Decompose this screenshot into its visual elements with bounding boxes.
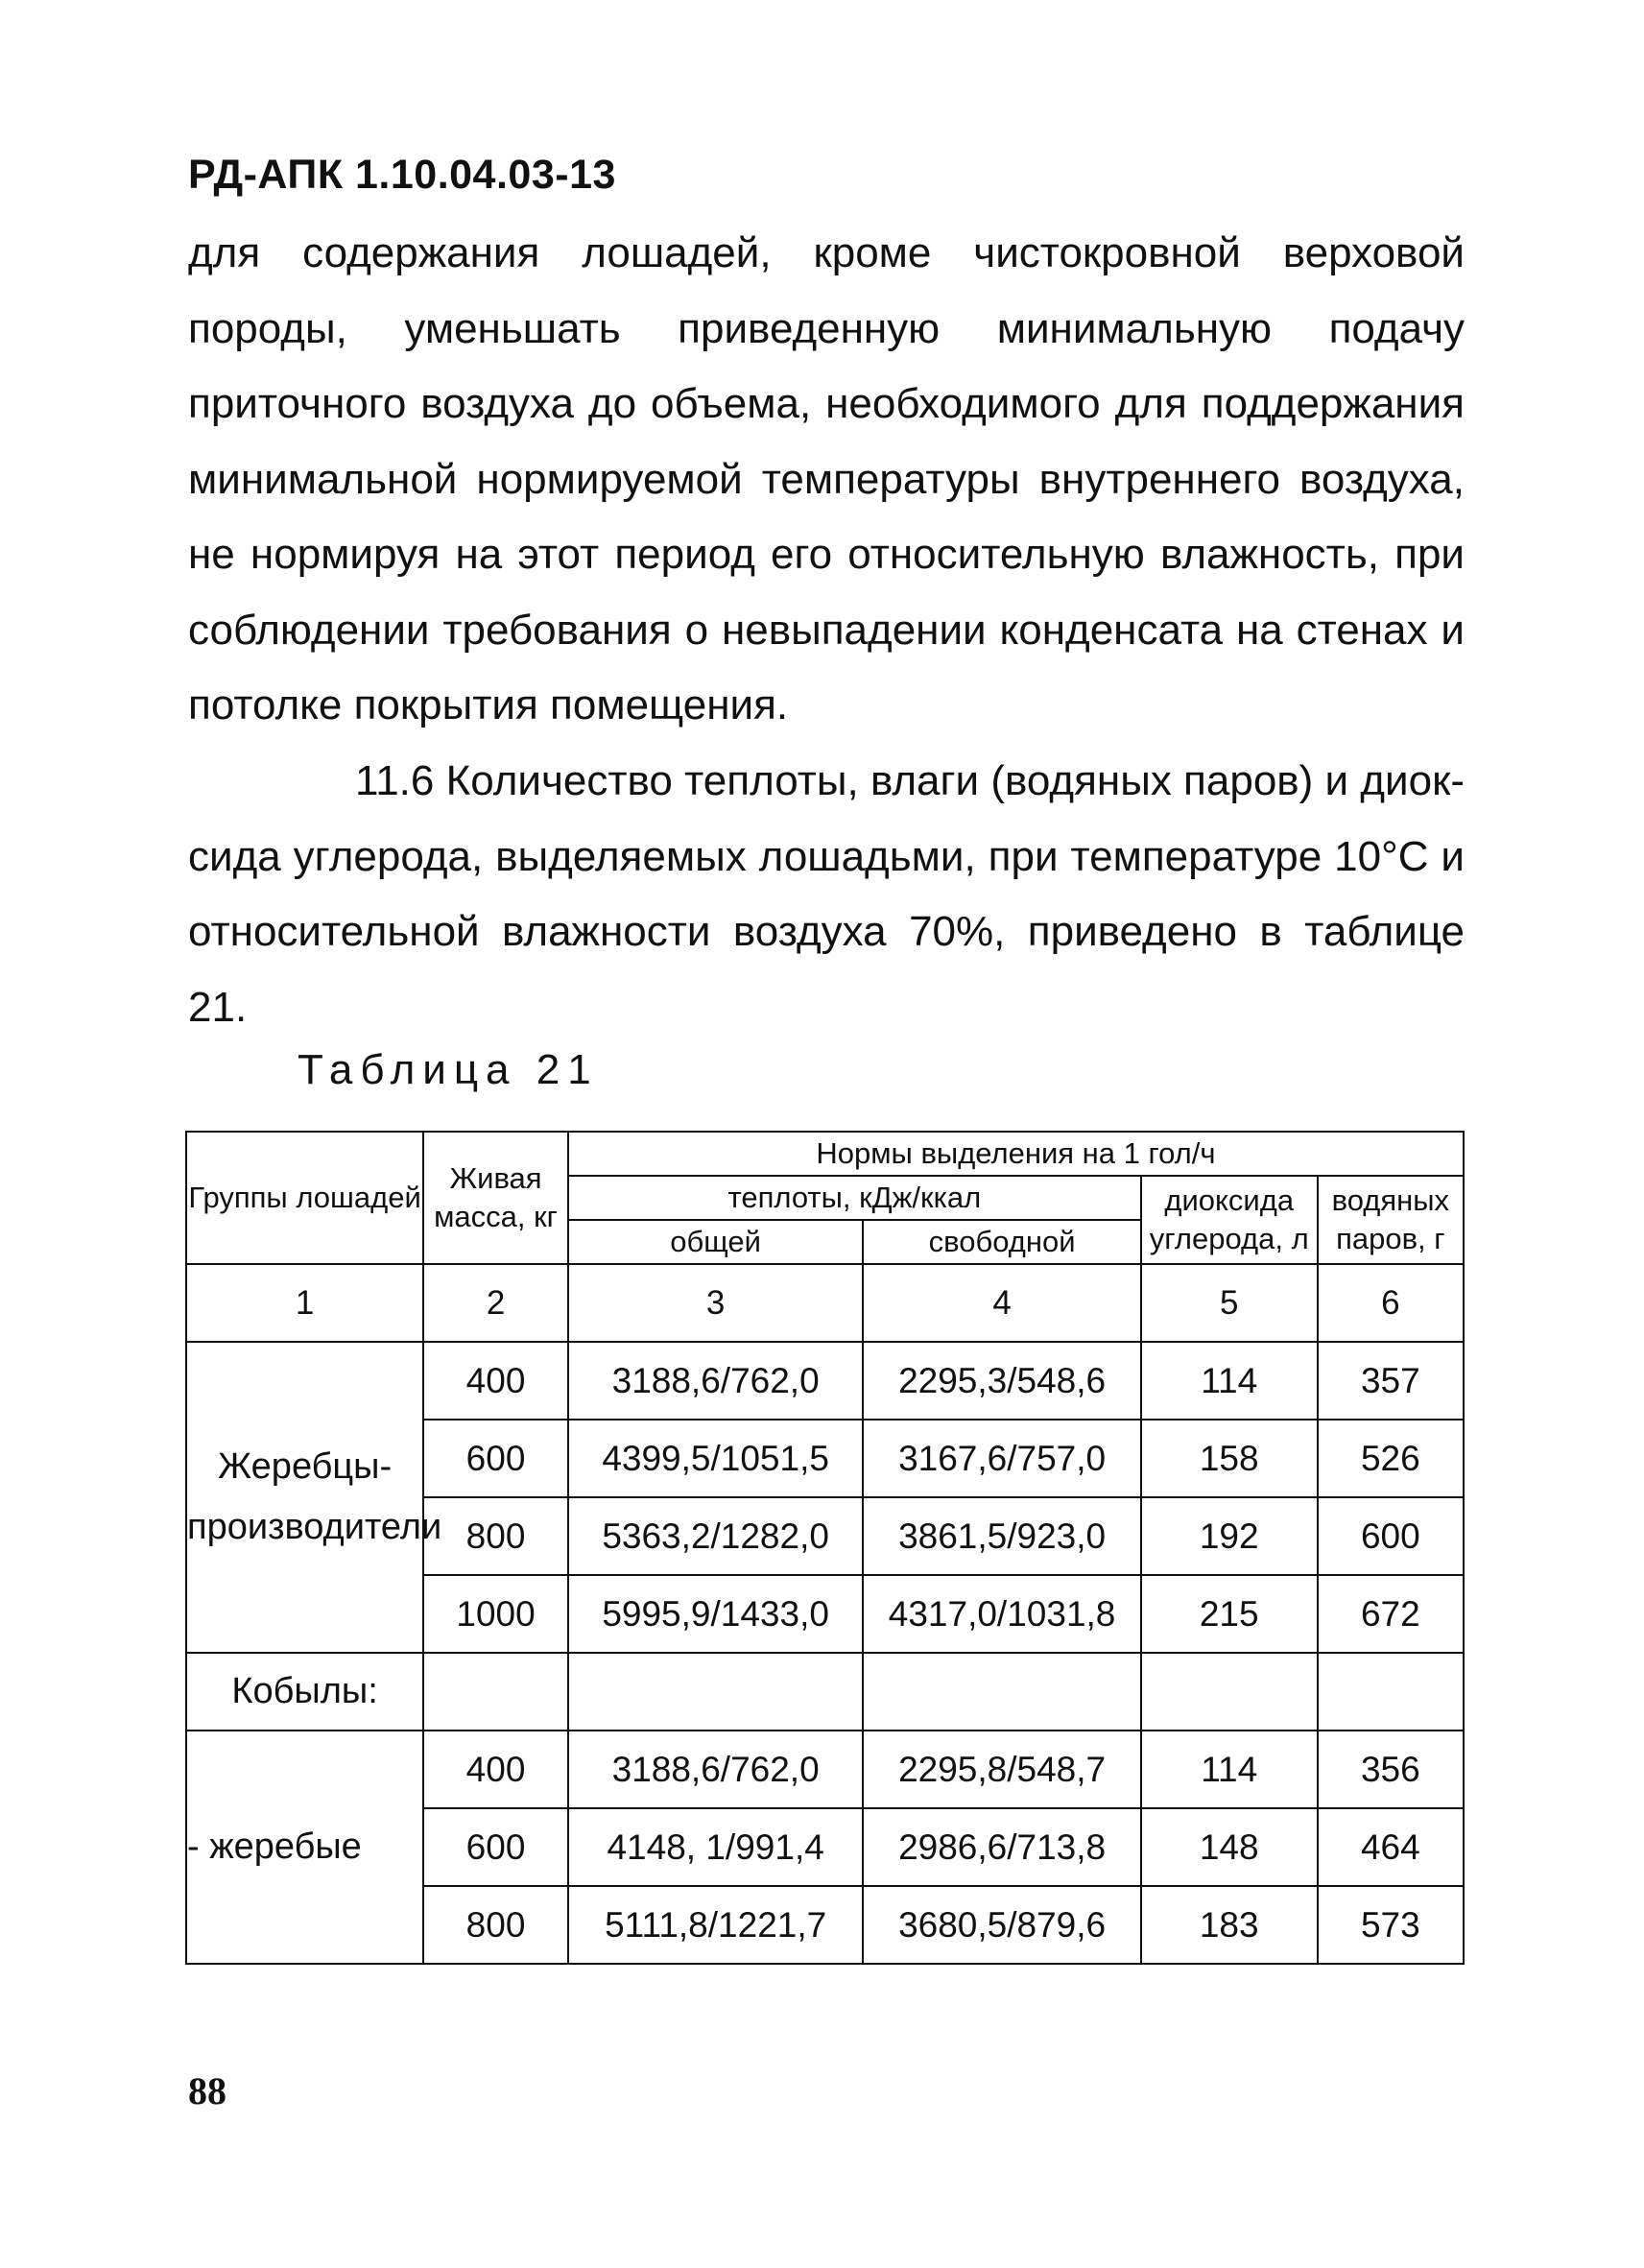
column-number: 4: [863, 1264, 1140, 1342]
cell-vapor: 573: [1318, 1886, 1464, 1964]
header-mass: Живая масса, кг: [423, 1132, 568, 1264]
cell-heat-free: 2295,8/548,7: [863, 1731, 1140, 1808]
table-row: [186, 1342, 1464, 1420]
cell-heat-free: 3167,6/757,0: [863, 1420, 1140, 1497]
cell-heat-free: 4317,0/1031,8: [863, 1575, 1140, 1653]
header-co2: диоксида углерода, л: [1141, 1176, 1318, 1264]
header-heat: теплоты, кДж/ккал: [568, 1176, 1141, 1220]
document-code: РД-АПК 1.10.04.03-13: [188, 152, 616, 198]
header-group: Группы лошадей: [186, 1132, 423, 1264]
cell-co2: 114: [1141, 1342, 1318, 1420]
cell-heat-total: 5111,8/1221,7: [568, 1886, 863, 1964]
page-number: 88: [188, 2069, 226, 2113]
cell-co2: 215: [1141, 1575, 1318, 1653]
cell-mass: 1000: [423, 1575, 568, 1653]
cell-vapor: 526: [1318, 1420, 1464, 1497]
column-number: 3: [568, 1264, 863, 1342]
header-norms: Нормы выделения на 1 гол/ч: [568, 1132, 1464, 1176]
cell-heat-total: 3188,6/762,0: [568, 1731, 863, 1808]
cell-co2: 183: [1141, 1886, 1318, 1964]
cell-co2: 192: [1141, 1497, 1318, 1575]
cell-vapor: 672: [1318, 1575, 1464, 1653]
cell-vapor: 600: [1318, 1497, 1464, 1575]
cell-heat-total: 3188,6/762,0: [568, 1342, 863, 1420]
cell-mass: 600: [423, 1420, 568, 1497]
cell-heat-free: 2986,6/713,8: [863, 1808, 1140, 1886]
column-number: 1: [186, 1264, 423, 1342]
cell-empty: [863, 1653, 1140, 1731]
cell-empty: [423, 1653, 568, 1731]
group-label: - жеребые: [186, 1731, 423, 1964]
cell-vapor: 357: [1318, 1342, 1464, 1420]
cell-heat-free: 2295,3/548,6: [863, 1342, 1140, 1420]
cell-mass: 400: [423, 1342, 568, 1420]
cell-heat-total: 4399,5/1051,5: [568, 1420, 863, 1497]
cell-mass: 400: [423, 1731, 568, 1808]
cell-empty: [568, 1653, 863, 1731]
cell-empty: [1141, 1653, 1318, 1731]
group-label: Кобылы:: [186, 1653, 423, 1731]
cell-heat-total: 4148, 1/991,4: [568, 1808, 863, 1886]
cell-co2: 158: [1141, 1420, 1318, 1497]
column-number-row: [186, 1264, 1464, 1342]
cell-mass: 800: [423, 1497, 568, 1575]
cell-vapor: 464: [1318, 1808, 1464, 1886]
cell-co2: 148: [1141, 1808, 1318, 1886]
group-label: Жеребцы-производители: [186, 1342, 423, 1653]
header-heat-total: общей: [568, 1220, 863, 1264]
cell-mass: 800: [423, 1886, 568, 1964]
column-number: 6: [1318, 1264, 1464, 1342]
table-row: [186, 1653, 1464, 1731]
column-number: 2: [423, 1264, 568, 1342]
table-caption: Таблица 21: [298, 1046, 599, 1093]
emissions-table: [185, 1131, 1465, 1965]
cell-heat-total: 5995,9/1433,0: [568, 1575, 863, 1653]
cell-empty: [1318, 1653, 1464, 1731]
cell-co2: 114: [1141, 1731, 1318, 1808]
paragraph-continuation: для содержания лошадей, кроме чистокровной верховой породы, уменьшать приведенную минимальную подачу приточного воздуха до объема, необходимого для поддержания минимальной нормируемой температуры внутреннего воздуха, не нормируя на этот период его относительную влажность, при соблюдении требования о невыпадении конденсата на стенах и потолке покрытия помещения.: [188, 229, 1465, 728]
cell-mass: 600: [423, 1808, 568, 1886]
cell-heat-total: 5363,2/1282,0: [568, 1497, 863, 1575]
table-row: [186, 1731, 1464, 1808]
column-number: 5: [1141, 1264, 1318, 1342]
cell-heat-free: 3861,5/923,0: [863, 1497, 1140, 1575]
header-vapor: водяных паров, г: [1318, 1176, 1464, 1264]
cell-vapor: 356: [1318, 1731, 1464, 1808]
table-header-row: [186, 1132, 1464, 1176]
cell-heat-free: 3680,5/879,6: [863, 1886, 1140, 1964]
paragraph-11-6: 11.6 Количество теплоты, влаги (водяных паров) и диок-сида углерода, выделяемых лошадьми, при температуре 10°С и относительной влажности воздуха 70%, приведено в таблице 21.: [188, 757, 1465, 1031]
header-heat-free: свободной: [863, 1220, 1140, 1264]
